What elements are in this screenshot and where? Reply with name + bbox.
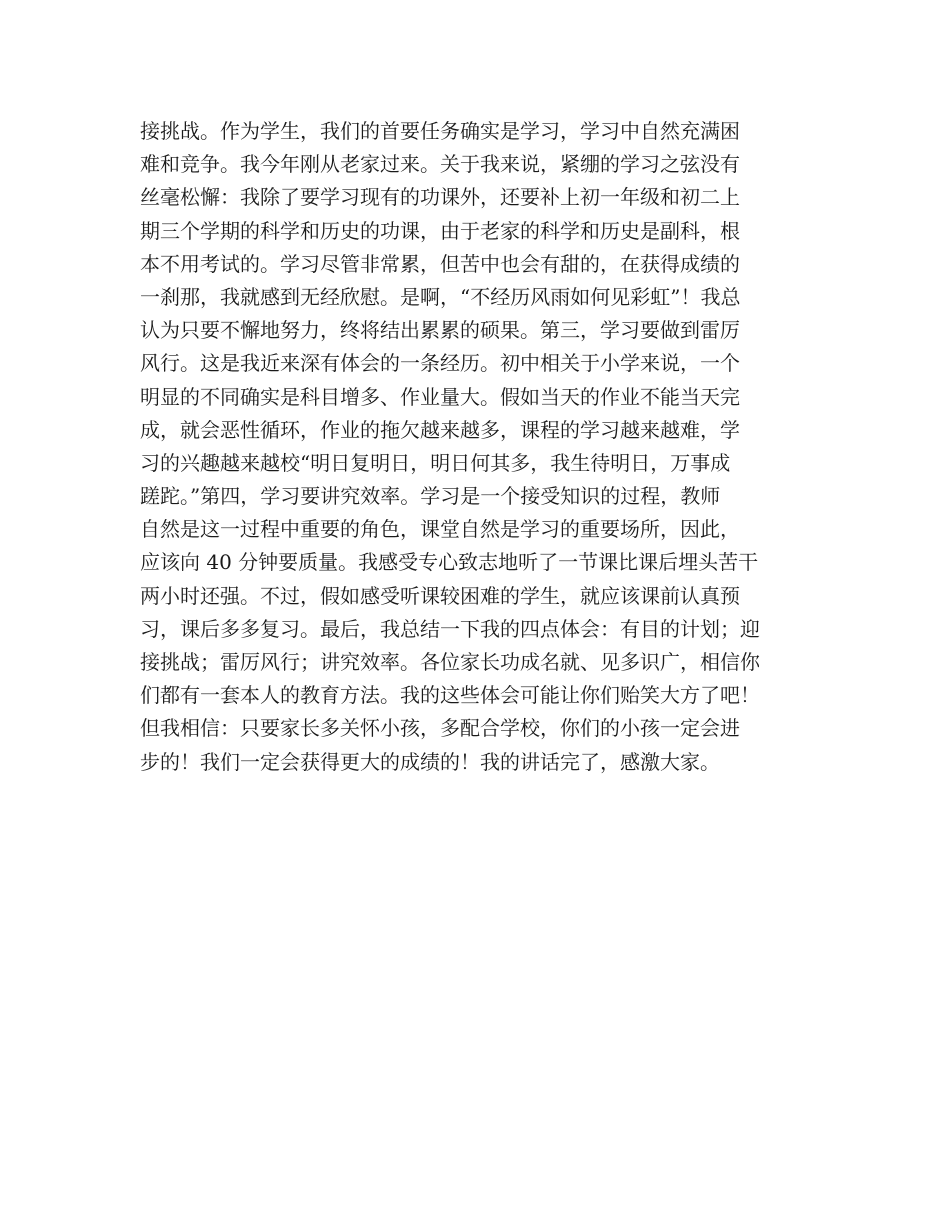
text-line: 两小时还强。不过，假如感受听课较困难的学生，就应该课前认真预 — [140, 583, 740, 608]
text-line: 习，课后多多复习。最后，我总结一下我的四点体会：有目的计划；迎 — [140, 616, 760, 641]
text-line: 应该向 40 分钟要质量。我感受专心致志地听了一节课比课后埋头苦干 — [140, 550, 759, 575]
text-line: 习的兴趣越来越校“明日复明日，明日何其多，我生待明日，万事成 — [140, 450, 731, 475]
text-line: 接挑战。作为学生，我们的首要任务确实是学习，学习中自然充满困 — [140, 119, 740, 143]
text-line: 成，就会恶性循环，作业的拖欠越来越多，课程的学习越来越难，学 — [140, 417, 740, 442]
text-line: 们都有一套本人的教育方法。我的这些体会可能让你们贻笑大方了吧！ — [140, 683, 760, 708]
text-line: 蹉跎。”第四，学习要讲究效率。学习是一个接受知识的过程，教师 — [140, 484, 721, 509]
text-line: 步的！我们一定会获得更大的成绩的！我的讲话完了，感激大家。 — [140, 749, 720, 774]
body-text — [140, 115, 820, 779]
text-line: 难和竞争。我今年刚从老家过来。关于我来说，紧绷的学习之弦没有 — [140, 152, 740, 177]
text-line: 本不用考试的。学习尽管非常累，但苦中也会有甜的，在获得成绩的 — [140, 251, 740, 276]
text-line: 明显的不同确实是科目增多、作业量大。假如当天的作业不能当天完 — [140, 384, 740, 409]
text-line: 接挑战；雷厉风行；讲究效率。各位家长功成名就、见多识广，相信你 — [140, 650, 760, 674]
text-line: 一刹那，我就感到无经欣慰。是啊，“不经历风雨如何见彩虹”！我总 — [140, 284, 741, 309]
text-line: 丝毫松懈：我除了要学习现有的功课外，还要补上初一年级和初二上 — [140, 185, 740, 210]
text-line: 认为只要不懈地努力，终将结出累累的硕果。第三，学习要做到雷厉 — [140, 318, 740, 343]
text-line: 但我相信：只要家长多关怀小孩，多配合学校，你们的小孩一定会进 — [140, 716, 740, 741]
text-line: 期三个学期的科学和历史的功课，由于老家的科学和历史是副科，根 — [140, 218, 740, 243]
text-line: 风行。这是我近来深有体会的一条经历。初中相关于小学来说，一个 — [140, 351, 740, 376]
text-line: 自然是这一过程中重要的角色，课堂自然是学习的重要场所，因此， — [140, 517, 740, 542]
